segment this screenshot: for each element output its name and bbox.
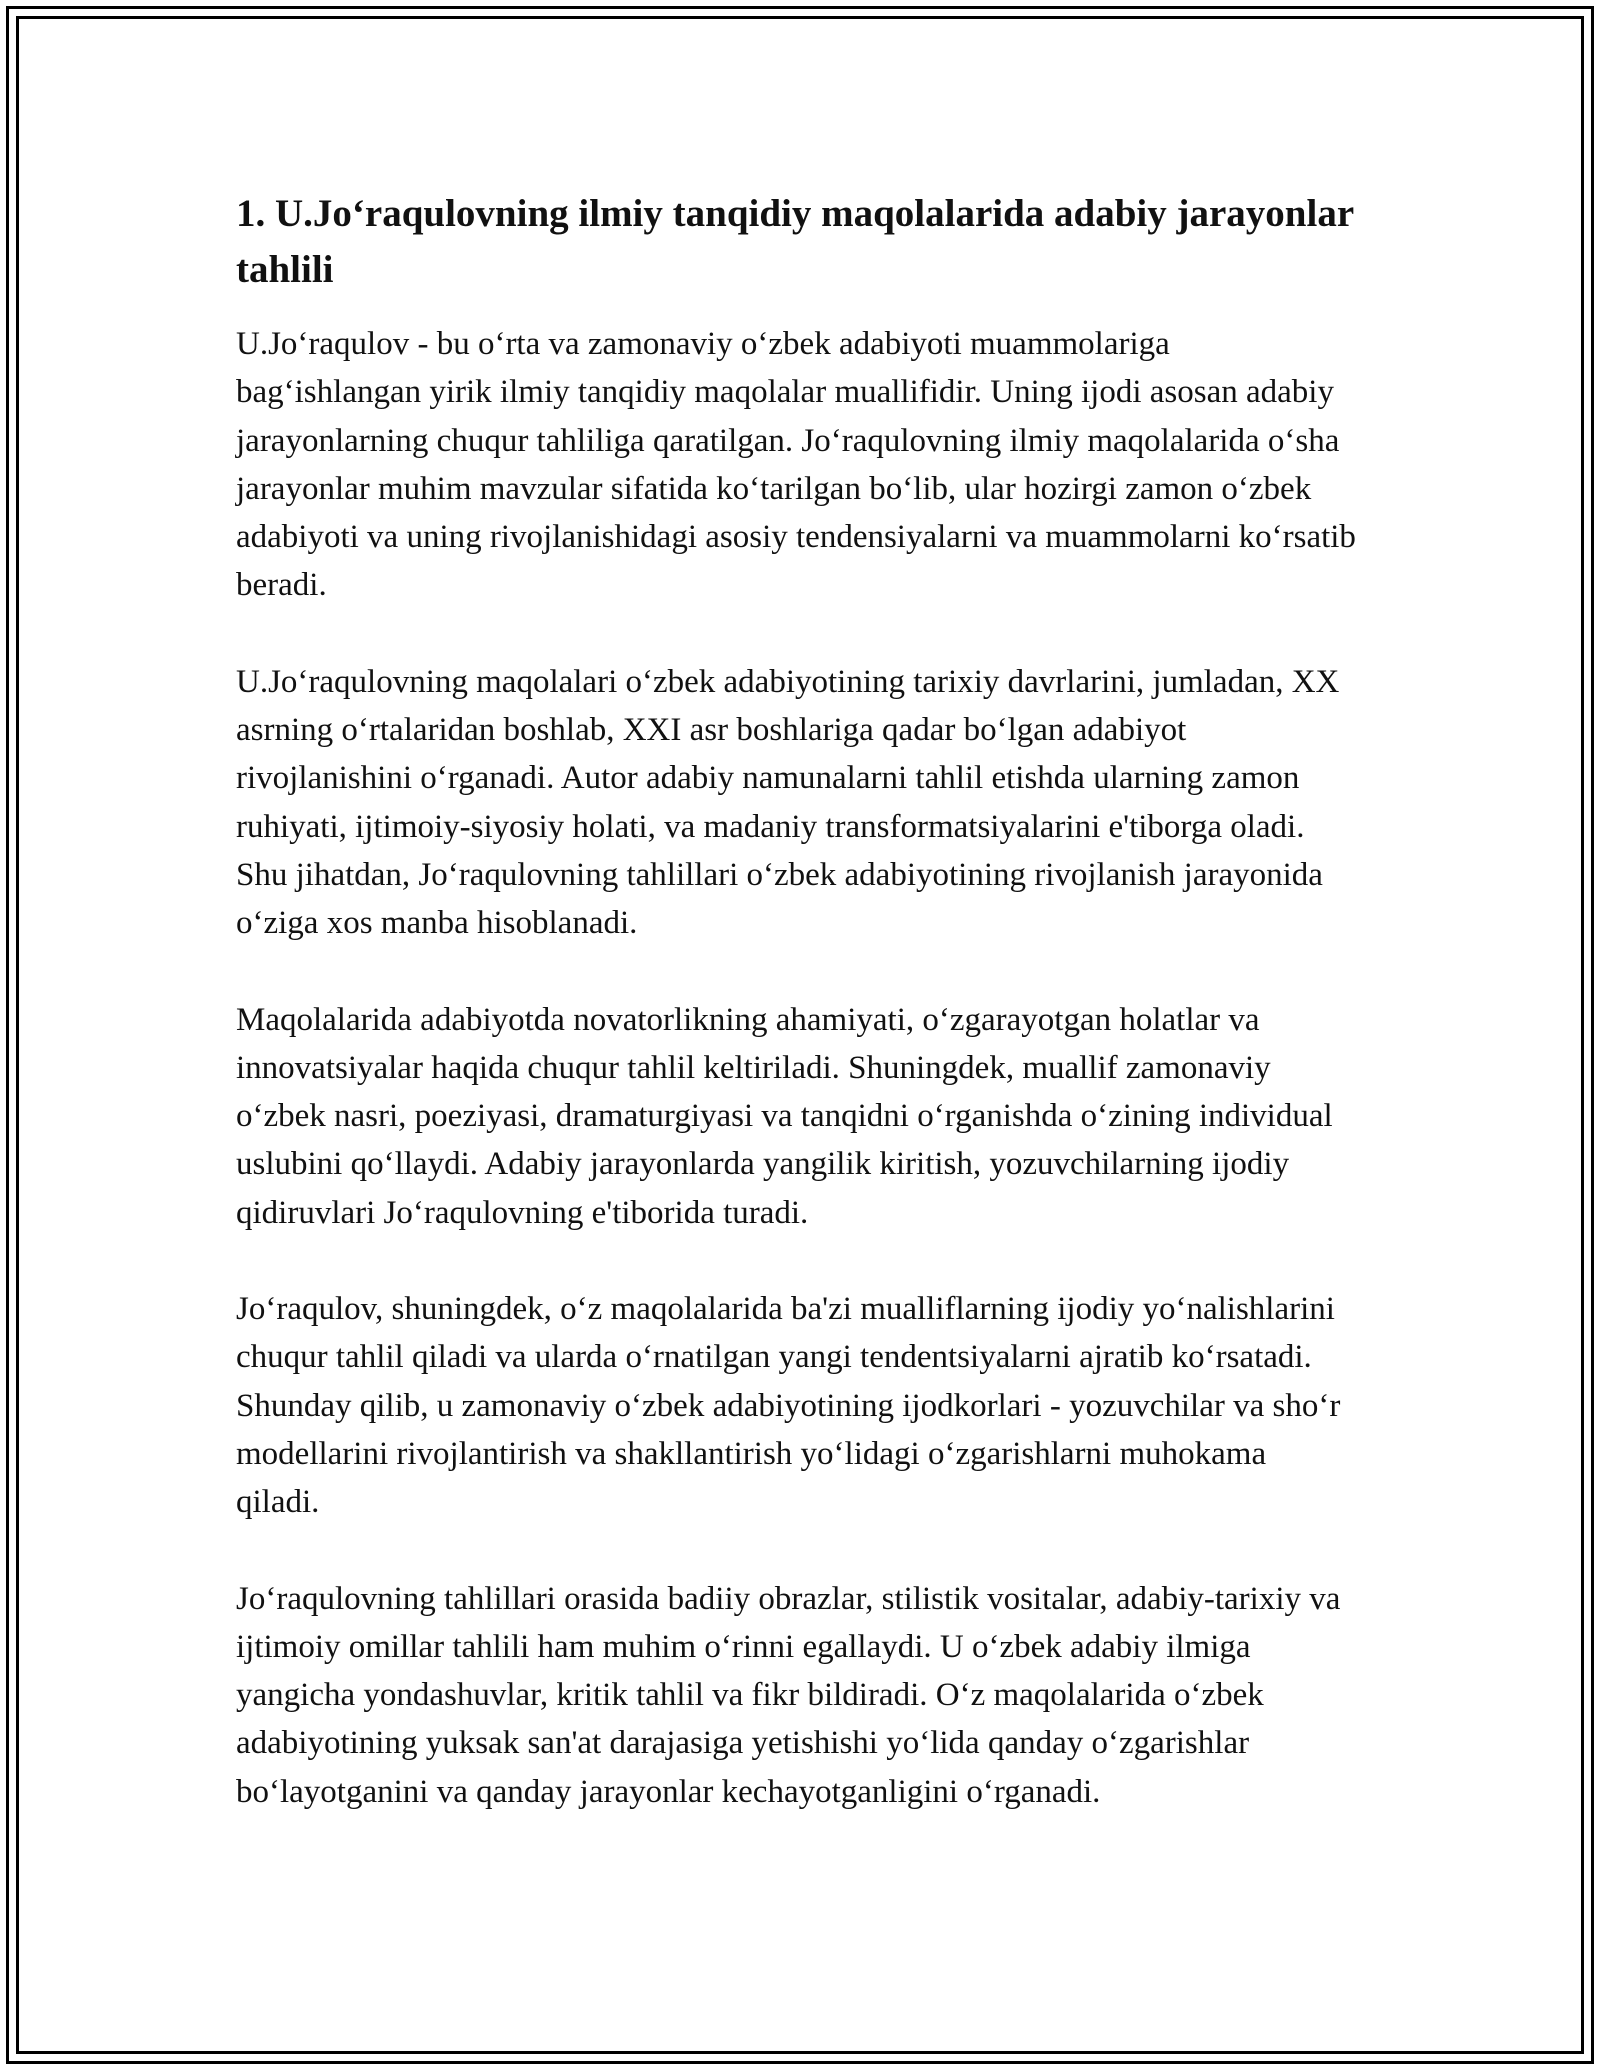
document-body (236, 186, 1356, 1816)
paragraph-1: U.Jo‘raqulov - bu o‘rta va zamonaviy o‘zbek adabiyoti muammolariga bag‘ishlangan yirik ilmiy tanqidiy maqolalar muallifidir. Uning ijodi asosan adabiy jarayonlarning chuqur tahliliga qaratilgan. Jo‘raqulovning ilmiy maqolalarida o‘sha jarayonlar muhim mavzular sifatida ko‘tarilgan bo‘lib, ular hozirgi zamon o‘zbek adabiyoti va uning rivojlanishidagi asosiy tendensiyalarni va muammolarni ko‘rsatib beradi. (236, 326, 1356, 604)
paragraph-2: U.Jo‘raqulovning maqolalari o‘zbek adabiyotining tarixiy davrlarini, jumladan, XX asrning o‘rtalaridan boshlab, XXI asr boshlariga qadar bo‘lgan adabiyot rivojlanishini o‘rganadi. Autor adabiy namunalarni tahlil etishda ularning zamon ruhiyati, ijtimoiy-siyosiy holati, va madaniy transformatsiyalarini e'tiborga oladi. Shu jihatdan, Jo‘raqulovning tahlillari o‘zbek adabiyotining rivojlanish jarayonida o‘ziga xos manba hisoblanadi. (236, 663, 1340, 942)
paragraph-4: Jo‘raqulov, shuningdek, o‘z maqolalarida ba'zi mualliflarning ijodiy yo‘nalishlarini chuqur tahlil qiladi va ularda o‘rnatilgan yangi tendentsiyalarni ajratib ko‘rsatadi. Shunday qilib, u zamonaviy o‘zbek adabiyotining ijodkorlari - yozuvchilar va sho‘r modellarini rivojlantirish va shakllantirish yo‘lidagi o‘zgarishlarni muhokama qiladi. (236, 1291, 1341, 1521)
paragraph-5: Jo‘raqulovning tahlillari orasida badiiy obrazlar, stilistik vositalar, adabiy-tarixiy va ijtimoiy omillar tahlili ham muhim o‘rinni egallaydi. U o‘zbek adabiy ilmiga yangicha yondashuvlar, kritik tahlil va fikr bildiradi. O‘z maqolalarida o‘zbek adabiyotining yuksak san'at darajasiga yetishishi yo‘lida qanday o‘zgarishlar bo‘layotganini va qanday jarayonlar kechayotganligini o‘rganadi. (236, 1580, 1341, 1810)
paragraph-3: Maqolalarida adabiyotda novatorlikning ahamiyati, o‘zgarayotgan holatlar va innovatsiyalar haqida chuqur tahlil keltiriladi. Shuningdek, muallif zamonaviy o‘zbek nasri, poeziyasi, dramaturgiyasi va tanqidni o‘rganishda o‘zining individual uslubini qo‘llaydi. Adabiy jarayonlarda yangilik kiritish, yozuvchilarning ijodiy qidiruvlari Jo‘raqulovning e'tiborida turadi. (236, 1001, 1333, 1231)
section-heading: 1. U.Jo‘raqulovning ilmiy tanqidiy maqolalarida adabiy jarayonlar tahlili (236, 192, 1354, 291)
